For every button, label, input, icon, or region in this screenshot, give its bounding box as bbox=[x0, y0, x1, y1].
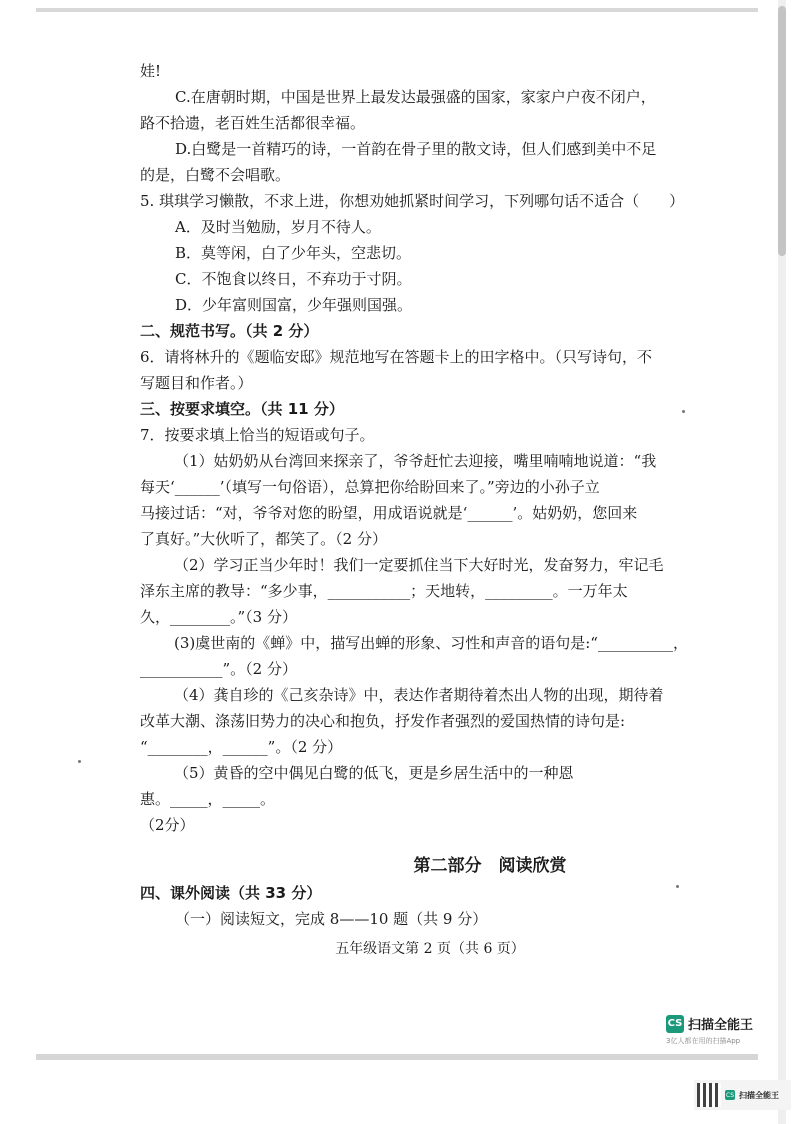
q7-part-3: (3)虞世南的《蝉》中，描写出蝉的形象、习性和声音的语句是:“__________， bbox=[174, 634, 688, 652]
text-line: 路不拾遗，老百姓生活都很幸福。 bbox=[140, 114, 366, 132]
text-line: “________，______”。（2 分） bbox=[140, 738, 343, 756]
watermark-tagline: 3亿人都在用的扫描App bbox=[666, 1037, 741, 1045]
q7-part-5: （5）黄昏的空中偶见白鹭的低飞，更是乡居生活中的一种恩 bbox=[174, 764, 574, 782]
text-line: 泽东主席的教导：“多少事，___________；天地转，_________。一万年太 bbox=[140, 582, 628, 600]
corner-watermark-name: 扫描全能王 bbox=[739, 1090, 779, 1100]
section-heading-4: 四、课外阅读（共 33 分） bbox=[140, 884, 322, 902]
scan-speck bbox=[682, 410, 685, 413]
corner-watermark bbox=[694, 1080, 791, 1110]
option-c: C.在唐朝时期，中国是世界上最发达最强盛的国家，家家户户夜不闭户， bbox=[175, 88, 656, 106]
reading-subheading: （一）阅读短文，完成 8——10 题（共 9 分） bbox=[175, 910, 488, 928]
question-7: 7．按要求填上恰当的短语或句子。 bbox=[140, 426, 375, 444]
text-line: 每天‘______’（填写一句俗语），总算把你给盼回来了。”旁边的小孙子立 bbox=[140, 478, 600, 496]
q5-option-b: B．莫等闲，白了少年头，空悲切。 bbox=[175, 244, 412, 262]
text-line: 马接过话：“对，爷爷对您的盼望，用成语说就是‘______’。姑奶奶，您回来 bbox=[140, 504, 638, 522]
camscanner-watermark bbox=[666, 1014, 753, 1033]
text-line: 娃! bbox=[140, 62, 162, 80]
text-line: （2分） bbox=[140, 816, 195, 834]
q5-option-c: C．不饱食以终日，不弃功于寸阴。 bbox=[175, 270, 412, 288]
scan-speck bbox=[78, 760, 81, 763]
section-heading-2: 二、规范书写。（共 2 分） bbox=[140, 322, 319, 340]
q7-part-4: （4）龚自珍的《己亥杂诗》中，表达作者期待着杰出人物的出现，期待着 bbox=[174, 686, 664, 704]
question-5: 5. 琪琪学习懒散，不求上进，你想劝她抓紧时间学习，下列哪句话不适合（ ） bbox=[140, 192, 685, 210]
scan-edge-bottom bbox=[36, 1054, 758, 1060]
camscanner-small-icon: CS bbox=[726, 1091, 734, 1099]
option-d: D.白鹭是一首精巧的诗，一首韵在骨子里的散文诗，但人们感到美中不足 bbox=[175, 140, 657, 158]
page-footer: 五年级语文第 2 页（共 6 页） bbox=[335, 941, 525, 957]
scan-edge-top bbox=[36, 8, 758, 12]
text-line: 了真好。”大伙听了，都笑了。（2 分） bbox=[140, 530, 387, 548]
section-heading-3: 三、按要求填空。（共 11 分） bbox=[140, 400, 344, 418]
part-two-title: 第二部分 阅读欣赏 bbox=[413, 856, 567, 876]
text-line: 久，________。”（3 分） bbox=[140, 608, 297, 626]
q7-part-2: （2）学习正当少年时！我们一定要抓住当下大好时光，发奋努力，牢记毛 bbox=[174, 556, 664, 574]
camscanner-logo-icon: CS bbox=[666, 1015, 684, 1033]
scan-speck bbox=[676, 885, 679, 888]
q7-part-1: （1）姑奶奶从台湾回来探亲了，爷爷赶忙去迎接，嘴里喃喃地说道：“我 bbox=[174, 452, 657, 470]
text-line: 的是，白鹭不会唱歌。 bbox=[140, 166, 291, 184]
question-6: 6．请将林升的《题临安邸》规范地写在答题卡上的田字格中。（只写诗句，不 bbox=[140, 348, 653, 366]
text-line: 写题目和作者。） bbox=[140, 374, 253, 392]
text-line: ___________”。（2 分） bbox=[140, 660, 297, 678]
q5-option-d: D．少年富则国富，少年强则国强。 bbox=[175, 296, 413, 314]
exam-page bbox=[140, 58, 720, 958]
scrollbar-thumb[interactable] bbox=[778, 6, 786, 256]
qr-code-icon bbox=[697, 1083, 721, 1107]
text-line: 改革大潮、涤荡旧势力的决心和抱负，抒发作者强烈的爱国热情的诗句是: bbox=[140, 712, 626, 730]
watermark-name: 扫描全能王 bbox=[688, 1018, 754, 1033]
q5-option-a: A．及时当勉励，岁月不待人。 bbox=[175, 218, 381, 236]
text-line: 惠。_____，_____。 bbox=[140, 790, 276, 808]
